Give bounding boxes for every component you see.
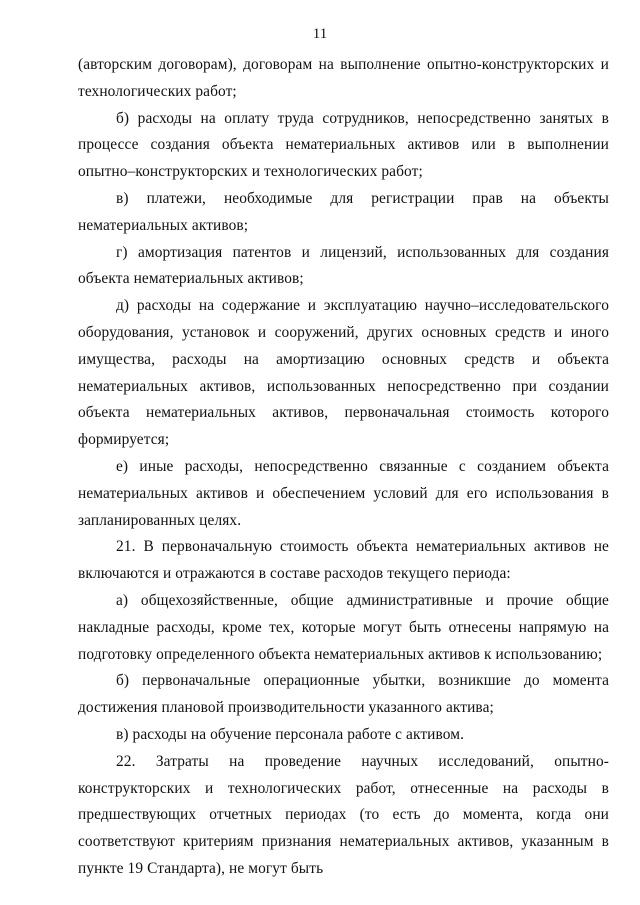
paragraph-item-g-amortization: г) амортизация патентов и лицензий, использованных для создания объекта нематериальных активов; [78,243,609,288]
paragraph-continuation: (авторским договорам), договорам на выполнение опытно-конструкторских и технологических работ; [78,56,609,100]
paragraph-item-d-maintenance: д) расходы на содержание и эксплуатацию научно–исследовательского оборудования, установок и сооружений, других основных средств и иного имущества, расходы на амортизацию основных средств и объекта нематериальных активов, использованных непосредственно при создании объекта нематериальных активов, первоначальная стоимость которого формируется; [78,297,609,449]
page-number: 11 [312,26,328,42]
document-body [78,52,609,883]
paragraph-item-b-operating-losses: б) первоначальные операционные убытки, возникшие до момента достижения плановой производительности указанного актива; [78,672,609,717]
paragraph-item-v-training: в) расходы на обучение персонала работе с активом. [116,725,465,743]
paragraph-item-b-labor-costs: б) расходы на оплату труда сотрудников, непосредственно занятых в процессе создания объекта нематериальных активов или в выполнении опытно–конструкторских и технологических работ; [78,109,609,181]
paragraph-clause-21: 21. В первоначальную стоимость объекта нематериальных активов не включаются и отражаются в составе расходов текущего периода: [78,538,609,583]
paragraph-item-v-registration-fees: в) платежи, необходимые для регистрации прав на объекты нематериальных активов; [78,189,609,234]
paragraph-item-a-overhead: а) общехозяйственные, общие административные и прочие общие накладные расходы, кроме тех, которые могут быть отнесены напрямую на подготовку определенного объекта нематериальных активов к использованию; [78,591,609,663]
paragraph-clause-22: 22. Затраты на проведение научных исследований, опытно-конструкторских и технологических работ, отнесенные на расходы в предшествующих отчетных периодах (то есть до момента, когда они соответствуют критериям признания нематериальных активов, указанным в пункте 19 Стандарта), не могут быть [78,752,609,877]
paragraph-item-e-other-costs: е) иные расходы, непосредственно связанные с созданием объекта нематериальных активов и обеспечением условий для его использования в запланированных целях. [78,457,609,529]
